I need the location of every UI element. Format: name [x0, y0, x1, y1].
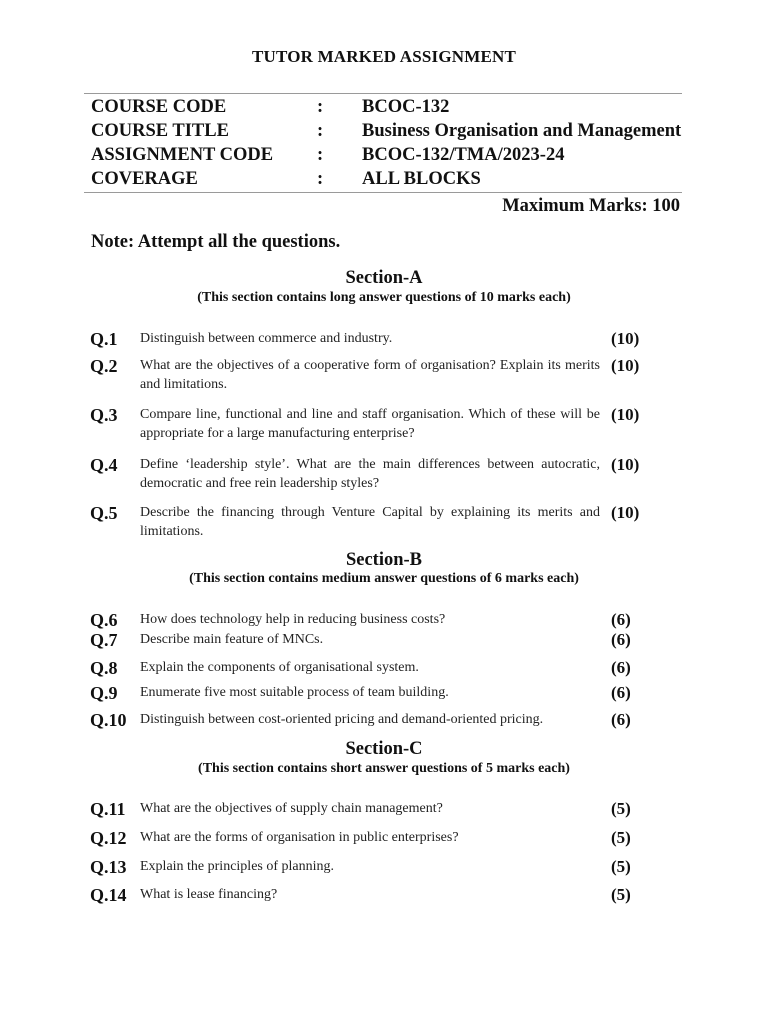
question-number: Q.3: [90, 405, 118, 425]
question-marks: (10): [611, 405, 640, 424]
question-text: Describe the financing through Venture Capital by explaining its merits and limitations.: [140, 505, 600, 539]
question-number: Q.8: [90, 658, 118, 678]
question-text: Distinguish between cost-oriented pricing and demand-oriented pricing.: [140, 712, 544, 727]
question-marks: (10): [611, 503, 640, 522]
meta-colon: :: [317, 121, 324, 141]
question-text: Explain the principles of planning.: [140, 859, 335, 874]
section-a-subtitle: (This section contains long answer questions of 10 marks each): [197, 290, 571, 305]
question-number: Q.5: [90, 503, 118, 523]
question-text: How does technology help in reducing business costs?: [140, 612, 446, 627]
question-number: Q.7: [90, 630, 118, 650]
question-marks: (6): [611, 658, 631, 677]
question-number: Q.1: [90, 329, 118, 349]
meta-colon: :: [317, 97, 324, 117]
question-text: What are the forms of organisation in public enterprises?: [140, 830, 459, 845]
meta-key: COURSE TITLE: [91, 121, 229, 141]
top-divider: [84, 93, 682, 94]
question-number: Q.14: [90, 885, 127, 905]
question-text: Define ‘leadership style’. What are the main differences between autocratic, democratic and free rein leadership styles?: [140, 457, 600, 491]
section-c-title: Section-C: [345, 739, 423, 759]
question-marks: (6): [611, 630, 631, 649]
meta-key: ASSIGNMENT CODE: [91, 145, 274, 165]
section-b-subtitle: (This section contains medium answer questions of 6 marks each): [189, 571, 579, 586]
note: Note: Attempt all the questions.: [91, 232, 341, 252]
meta-key: COURSE CODE: [91, 97, 227, 117]
question-text: Compare line, functional and line and staff organisation. Which of these will be appropriate for a large manufacturing enterprise?: [140, 407, 600, 441]
meta-row-assignment-code: [91, 145, 681, 169]
section-c-subtitle: (This section contains short answer questions of 5 marks each): [198, 761, 570, 776]
meta-row-course-code: [91, 97, 681, 121]
question-number: Q.6: [90, 610, 118, 630]
question-marks: (5): [611, 799, 631, 818]
question-marks: (10): [611, 455, 640, 474]
question-text: Explain the components of organisational system.: [140, 660, 419, 675]
question-text: What are the objectives of a cooperative form of organisation? Explain its merits and limitations.: [140, 358, 600, 392]
meta-row-coverage: [91, 169, 681, 193]
question-marks: (6): [611, 710, 631, 729]
meta-row-course-title: [91, 121, 681, 145]
question-text: What is lease financing?: [140, 887, 278, 902]
question-number: Q.4: [90, 455, 118, 475]
question-text: Describe main feature of MNCs.: [140, 632, 324, 647]
question-number: Q.11: [90, 799, 126, 819]
question-marks: (10): [611, 329, 640, 348]
question-marks: (5): [611, 857, 631, 876]
question-number: Q.10: [90, 710, 127, 730]
section-b-title: Section-B: [345, 550, 423, 570]
meta-value: ALL BLOCKS: [362, 169, 481, 189]
question-text: Distinguish between commerce and industry.: [140, 331, 393, 346]
document-title: TUTOR MARKED ASSIGNMENT: [251, 47, 517, 66]
meta-value: BCOC-132/TMA/2023-24: [362, 145, 565, 165]
meta-colon: :: [317, 145, 324, 165]
bottom-divider: [84, 192, 682, 193]
question-text: Enumerate five most suitable process of team building.: [140, 685, 449, 700]
question-marks: (6): [611, 683, 631, 702]
question-marks: (5): [611, 885, 631, 904]
question-marks: (6): [611, 610, 631, 629]
maximum-marks: Maximum Marks: 100: [502, 196, 680, 216]
section-a-title: Section-A: [345, 268, 423, 288]
question-text: What are the objectives of supply chain management?: [140, 801, 443, 816]
meta-value: BCOC-132: [362, 97, 450, 117]
question-marks: (5): [611, 828, 631, 847]
meta-key: COVERAGE: [91, 169, 198, 189]
meta-value: Business Organisation and Management: [362, 121, 682, 141]
question-number: Q.2: [90, 356, 118, 376]
question-marks: (10): [611, 356, 640, 375]
meta-colon: :: [317, 169, 324, 189]
question-number: Q.12: [90, 828, 127, 848]
question-number: Q.9: [90, 683, 118, 703]
question-number: Q.13: [90, 857, 127, 877]
